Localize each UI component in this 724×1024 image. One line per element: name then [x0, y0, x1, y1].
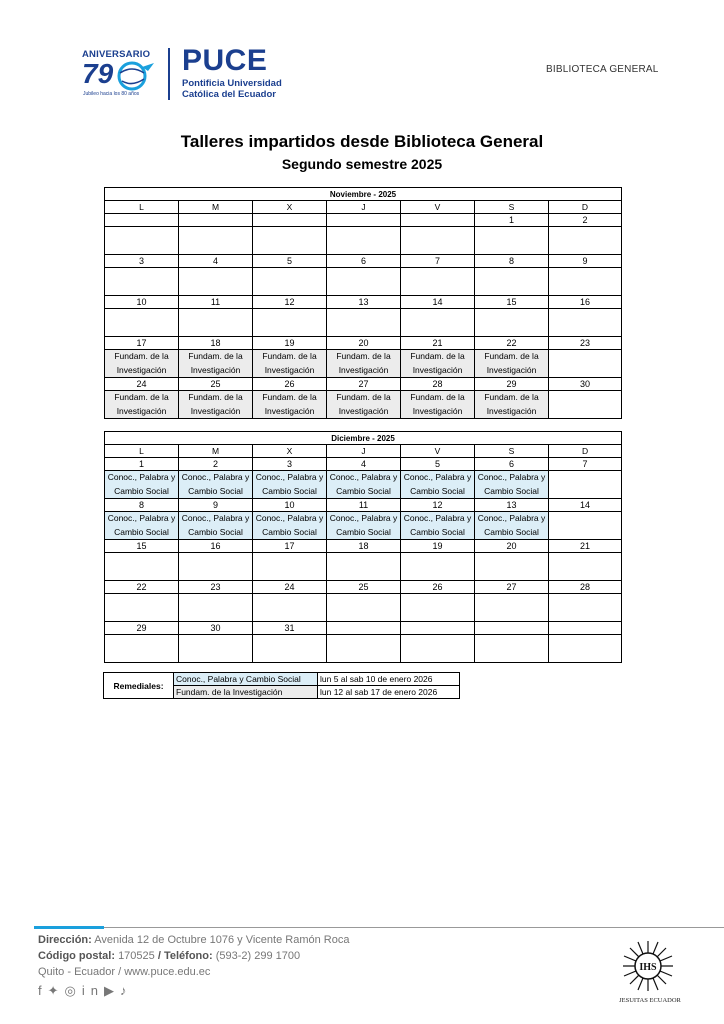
weekday-label: X [253, 445, 327, 458]
date-row [105, 255, 622, 268]
event-cell [327, 309, 401, 337]
date-cell: 9 [179, 499, 253, 512]
event-cell [549, 227, 622, 255]
date-cell: 13 [327, 296, 401, 309]
event-cell: Fundam. de la Investigación [179, 391, 253, 419]
date-cell: 12 [401, 499, 475, 512]
date-cell: 9 [549, 255, 622, 268]
event-cell [105, 553, 179, 581]
event-row [105, 594, 622, 622]
date-cell: 8 [105, 499, 179, 512]
weekday-label: L [105, 445, 179, 458]
department-label: BIBLIOTECA GENERAL [546, 64, 659, 75]
date-cell: 17 [253, 540, 327, 553]
date-cell: 27 [475, 581, 549, 594]
event-cell [105, 594, 179, 622]
date-row [105, 214, 622, 227]
date-cell: 24 [105, 378, 179, 391]
date-cell: 1 [105, 458, 179, 471]
remedial-dates: lun 5 al sab 10 de enero 2026 [318, 673, 460, 686]
event-cell: Fundam. de la Investigación [105, 391, 179, 419]
event-cell: Conoc., Palabra y Cambio Social [105, 471, 179, 499]
puce-name-line2: Católica del Ecuador [182, 89, 276, 100]
event-cell: Fundam. de la Investigación [327, 350, 401, 378]
event-cell [549, 309, 622, 337]
date-cell: 22 [105, 581, 179, 594]
event-row [105, 391, 622, 419]
weekday-row [105, 445, 622, 458]
date-cell [179, 214, 253, 227]
date-cell: 17 [105, 337, 179, 350]
event-cell [253, 227, 327, 255]
calendar-diciembre [104, 431, 622, 663]
youtube-icon[interactable]: ▶ [104, 983, 120, 998]
footer-address [38, 934, 349, 946]
weekday-label: M [179, 445, 253, 458]
event-cell: Conoc., Palabra y Cambio Social [179, 471, 253, 499]
date-cell: 24 [253, 581, 327, 594]
event-cell [179, 309, 253, 337]
date-cell: 20 [327, 337, 401, 350]
event-cell: Conoc., Palabra y Cambio Social [401, 512, 475, 540]
event-cell [475, 553, 549, 581]
event-row [105, 268, 622, 296]
event-cell: Fundam. de la Investigación [327, 391, 401, 419]
event-cell [475, 635, 549, 663]
date-row [105, 378, 622, 391]
date-cell: 21 [549, 540, 622, 553]
event-cell [105, 309, 179, 337]
event-cell: Conoc., Palabra y Cambio Social [253, 512, 327, 540]
calendar-month-title: Noviembre - 2025 [105, 188, 622, 201]
date-cell: 20 [475, 540, 549, 553]
event-row [105, 227, 622, 255]
jesuitas-seal-icon [622, 940, 674, 992]
date-cell: 2 [549, 214, 622, 227]
svg-text:IHS: IHS [639, 962, 657, 973]
event-cell: Conoc., Palabra y Cambio Social [253, 471, 327, 499]
event-cell [401, 553, 475, 581]
remediales-table [103, 672, 460, 699]
aniversario-label: ANIVERSARIO [82, 49, 151, 60]
event-row [105, 512, 622, 540]
event-row [105, 350, 622, 378]
date-cell: 6 [475, 458, 549, 471]
date-cell: 12 [253, 296, 327, 309]
footer-accent-bar [34, 926, 104, 929]
date-cell: 31 [253, 622, 327, 635]
date-cell [401, 214, 475, 227]
date-cell: 23 [179, 581, 253, 594]
social-icons [38, 983, 133, 999]
event-cell: Fundam. de la Investigación [401, 350, 475, 378]
aniversario-logo [80, 47, 158, 99]
date-cell [327, 214, 401, 227]
weekday-label: J [327, 201, 401, 214]
date-cell: 29 [475, 378, 549, 391]
date-cell: 5 [401, 458, 475, 471]
weekday-label: V [401, 201, 475, 214]
date-cell: 14 [401, 296, 475, 309]
event-cell [105, 227, 179, 255]
date-cell: 18 [327, 540, 401, 553]
date-cell: 16 [549, 296, 622, 309]
date-row [105, 622, 622, 635]
date-cell: 22 [475, 337, 549, 350]
event-cell [549, 268, 622, 296]
date-cell: 19 [401, 540, 475, 553]
event-cell [179, 553, 253, 581]
date-cell [401, 622, 475, 635]
date-cell: 2 [179, 458, 253, 471]
event-cell [549, 512, 622, 540]
date-cell: 13 [475, 499, 549, 512]
event-cell [401, 227, 475, 255]
remedial-dates: lun 12 al sab 17 de enero 2026 [318, 686, 460, 699]
weekday-label: X [253, 201, 327, 214]
postal-value: 170525 [118, 950, 155, 962]
event-cell [549, 635, 622, 663]
event-cell: Conoc., Palabra y Cambio Social [475, 471, 549, 499]
weekday-label: V [401, 445, 475, 458]
event-cell: Fundam. de la Investigación [179, 350, 253, 378]
event-cell: Conoc., Palabra y Cambio Social [401, 471, 475, 499]
footer-postal-phone: Código postal: 170525 / Teléfono: (593-2) 299 1700 [38, 950, 301, 962]
date-cell [327, 622, 401, 635]
linkedin-icon[interactable]: in [81, 983, 104, 998]
event-cell [327, 553, 401, 581]
date-cell: 23 [549, 337, 622, 350]
date-cell: 25 [179, 378, 253, 391]
event-cell [549, 350, 622, 378]
date-cell: 3 [253, 458, 327, 471]
event-cell [549, 391, 622, 419]
event-cell [549, 471, 622, 499]
event-row [105, 471, 622, 499]
address-label: Dirección: [38, 934, 92, 946]
event-cell: Conoc., Palabra y Cambio Social [327, 512, 401, 540]
date-cell: 10 [253, 499, 327, 512]
weekday-label: J [327, 445, 401, 458]
date-cell: 3 [105, 255, 179, 268]
date-row [105, 581, 622, 594]
event-cell [401, 635, 475, 663]
weekday-label: M [179, 201, 253, 214]
weekday-row [105, 201, 622, 214]
event-cell [549, 553, 622, 581]
event-cell [327, 594, 401, 622]
postal-label: Código postal: [38, 950, 115, 962]
logo-divider [168, 48, 170, 100]
date-cell: 11 [179, 296, 253, 309]
event-cell [179, 594, 253, 622]
event-cell [475, 268, 549, 296]
date-cell: 25 [327, 581, 401, 594]
date-cell: 26 [401, 581, 475, 594]
seal-caption: JESUITAS ECUADOR [619, 997, 681, 1004]
footer-rule [104, 927, 724, 928]
event-cell: Conoc., Palabra y Cambio Social [179, 512, 253, 540]
event-cell [253, 594, 327, 622]
date-cell: 4 [327, 458, 401, 471]
event-row [105, 553, 622, 581]
date-cell: 7 [549, 458, 622, 471]
event-cell: Conoc., Palabra y Cambio Social [475, 512, 549, 540]
date-cell: 8 [475, 255, 549, 268]
event-cell [475, 594, 549, 622]
date-cell: 7 [401, 255, 475, 268]
event-cell [105, 635, 179, 663]
date-cell: 15 [475, 296, 549, 309]
date-cell: 18 [179, 337, 253, 350]
remedial-course: Fundam. de la Investigación [174, 686, 318, 699]
date-cell: 14 [549, 499, 622, 512]
date-cell [549, 622, 622, 635]
event-cell [179, 635, 253, 663]
remediales-row [104, 673, 460, 686]
puce-wordmark: PUCE [182, 44, 268, 77]
puce-name-line1: Pontificia Universidad [182, 78, 282, 89]
date-row [105, 499, 622, 512]
date-cell: 26 [253, 378, 327, 391]
date-cell: 27 [327, 378, 401, 391]
date-cell: 30 [179, 622, 253, 635]
facebook-icon[interactable]: f [38, 983, 48, 998]
phone-value: (593-2) 299 1700 [215, 950, 301, 962]
aniversario-tagline: Jubileo hacia los 80 años [83, 91, 140, 97]
event-cell [253, 268, 327, 296]
event-cell: Fundam. de la Investigación [253, 350, 327, 378]
aniversario-number: 79 [82, 58, 114, 89]
date-cell: 21 [401, 337, 475, 350]
event-cell [549, 594, 622, 622]
date-cell: 11 [327, 499, 401, 512]
date-cell: 6 [327, 255, 401, 268]
date-cell: 15 [105, 540, 179, 553]
event-cell [253, 309, 327, 337]
date-row [105, 540, 622, 553]
event-cell: Fundam. de la Investigación [105, 350, 179, 378]
date-cell: 30 [549, 378, 622, 391]
weekday-label: D [549, 201, 622, 214]
date-cell: 19 [253, 337, 327, 350]
date-cell: 16 [179, 540, 253, 553]
event-cell [179, 268, 253, 296]
date-cell: 28 [549, 581, 622, 594]
weekday-label: L [105, 201, 179, 214]
calendar-month-title: Diciembre - 2025 [105, 432, 622, 445]
remedial-course: Conoc., Palabra y Cambio Social [174, 673, 318, 686]
instagram-icon[interactable]: ◎ [64, 983, 82, 998]
date-cell: 1 [475, 214, 549, 227]
event-cell: Conoc., Palabra y Cambio Social [327, 471, 401, 499]
event-cell [253, 635, 327, 663]
twitter-icon[interactable]: ✦ [47, 983, 65, 998]
event-cell [327, 227, 401, 255]
footer-city-web: Quito - Ecuador / www.puce.edu.ec [38, 966, 211, 978]
weekday-label: S [475, 201, 549, 214]
event-row [105, 309, 622, 337]
event-cell [401, 594, 475, 622]
date-cell [105, 214, 179, 227]
page-title: Talleres impartidos desde Biblioteca General [180, 132, 544, 151]
weekday-label: D [549, 445, 622, 458]
event-cell [475, 309, 549, 337]
event-cell [475, 227, 549, 255]
event-cell: Fundam. de la Investigación [475, 350, 549, 378]
date-row [105, 337, 622, 350]
date-row [105, 458, 622, 471]
event-row [105, 635, 622, 663]
date-cell: 10 [105, 296, 179, 309]
tiktok-icon[interactable]: ♪ [120, 983, 133, 998]
date-cell [475, 622, 549, 635]
date-cell: 4 [179, 255, 253, 268]
date-row [105, 296, 622, 309]
address-value: Avenida 12 de Octubre 1076 y Vicente Ramón Roca [94, 934, 350, 946]
event-cell: Fundam. de la Investigación [475, 391, 549, 419]
weekday-label: S [475, 445, 549, 458]
event-cell: Conoc., Palabra y Cambio Social [105, 512, 179, 540]
event-cell [179, 227, 253, 255]
page-subtitle: Segundo semestre 2025 [281, 156, 443, 172]
event-cell [327, 268, 401, 296]
globe-icon [114, 61, 156, 91]
event-cell [401, 268, 475, 296]
date-cell [253, 214, 327, 227]
event-cell [105, 268, 179, 296]
remediales-label: Remediales: [104, 673, 174, 699]
calendar-noviembre [104, 187, 622, 419]
date-cell: 28 [401, 378, 475, 391]
event-cell: Fundam. de la Investigación [253, 391, 327, 419]
event-cell [253, 553, 327, 581]
event-cell: Fundam. de la Investigación [401, 391, 475, 419]
date-cell: 29 [105, 622, 179, 635]
date-cell: 5 [253, 255, 327, 268]
phone-label: Teléfono: [163, 950, 213, 962]
event-cell [401, 309, 475, 337]
event-cell [327, 635, 401, 663]
